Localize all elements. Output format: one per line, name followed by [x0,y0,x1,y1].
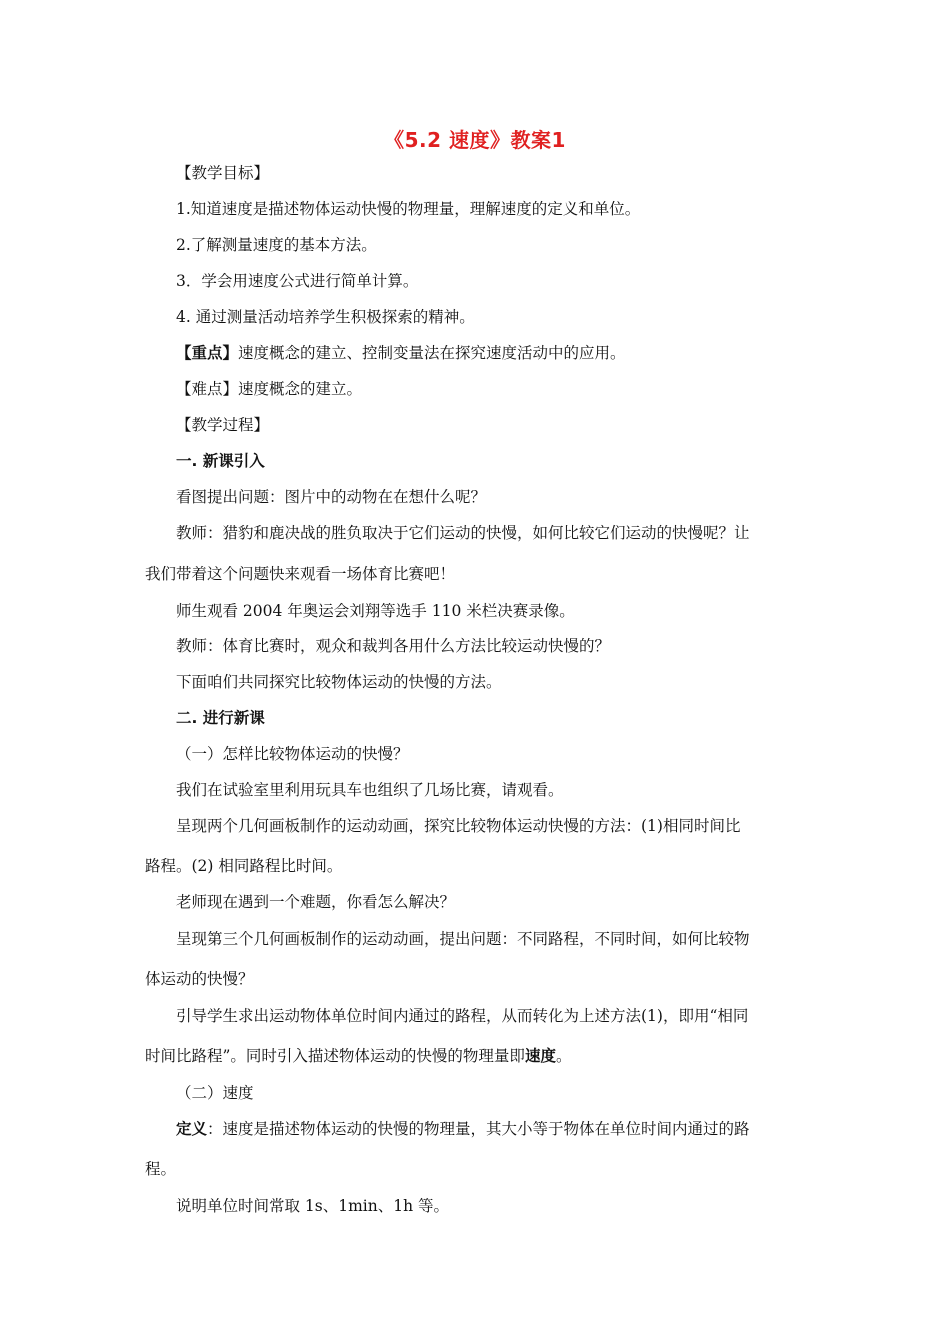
section2-p5b-pre: 时间比路程”。同时引入描述物体运动的快慢的物理量即 [145,1047,525,1065]
process-header: 【教学过程】 [176,416,270,434]
definition-text-b: 程。 [145,1160,177,1178]
section1-heading: 一. 新课引入 [176,452,265,470]
difficulty [176,379,362,399]
definition-text-a: ：速度是描述物体运动的快慢的物理量，其大小等于物体在单位时间内通过的路 [207,1120,750,1138]
section1-p5: 下面咱们共同探究比较物体运动的快慢的方法。 [176,673,502,691]
definition-line [176,1119,750,1139]
page-title: 《5.2 速度》教案1 [384,128,566,152]
section1-p1: 看图提出问题：图片中的动物在在想什么呢？ [176,488,487,506]
section1-p4: 教师：体育比赛时，观众和裁判各用什么方法比较运动快慢的？ [176,637,611,655]
section1-p3: 师生观看 2004 年奥运会刘翔等选手 110 米栏决赛录像。 [176,602,575,620]
objective-3: 3．学会用速度公式进行简单计算。 [176,272,419,290]
objective-1: 1.知道速度是描述物体运动快慢的物理量，理解速度的定义和单位。 [176,200,641,218]
difficulty-text: 速度概念的建立。 [238,380,363,398]
section2-p5b [145,1046,571,1066]
key-point-text: 速度概念的建立、控制变量法在探究速度活动中的应用。 [238,344,626,362]
definition-label: 定义 [176,1120,208,1138]
section2-sub1: （一）怎样比较物体运动的快慢？ [176,745,409,763]
difficulty-label: 【难点】 [176,380,239,398]
key-point-label: 【重点】 [176,344,239,362]
section2-p5a: 引导学生求出运动物体单位时间内通过的路程，从而转化为上述方法(1)，即用“相同 [176,1007,749,1025]
section2-p2b: 路程。(2) 相同路程比时间。 [145,857,343,875]
section2-p5b-post: 。 [555,1047,572,1065]
key-point [176,343,626,363]
section2-sub2: （二）速度 [176,1084,254,1102]
section2-p4b: 体运动的快慢？ [145,970,254,988]
objectives-header: 【教学目标】 [176,164,270,182]
speed-term: 速度 [524,1047,556,1065]
section2-p6: 说明单位时间常取 1s、1min、1h 等。 [176,1197,450,1215]
section2-p2a: 呈现两个几何画板制作的运动动画，探究比较物体运动快慢的方法：(1)相同时间比 [176,817,741,835]
section2-p4a: 呈现第三个几何画板制作的运动动画，提出问题：不同路程，不同时间，如何比较物 [176,930,750,948]
objective-2: 2.了解测量速度的基本方法。 [176,236,377,254]
section1-p2b: 我们带着这个问题快来观看一场体育比赛吧！ [145,565,456,583]
section2-p1: 我们在试验室里利用玩具车也组织了几场比赛，请观看。 [176,781,564,799]
objective-4: 4. 通过测量活动培养学生积极探索的精神。 [176,308,475,326]
section2-heading: 二. 进行新课 [176,709,265,727]
section1-p2a: 教师：猎豹和鹿决战的胜负取决于它们运动的快慢，如何比较它们运动的快慢呢？让 [176,524,750,542]
section2-p3: 老师现在遇到一个难题，你看怎么解决？ [176,893,456,911]
